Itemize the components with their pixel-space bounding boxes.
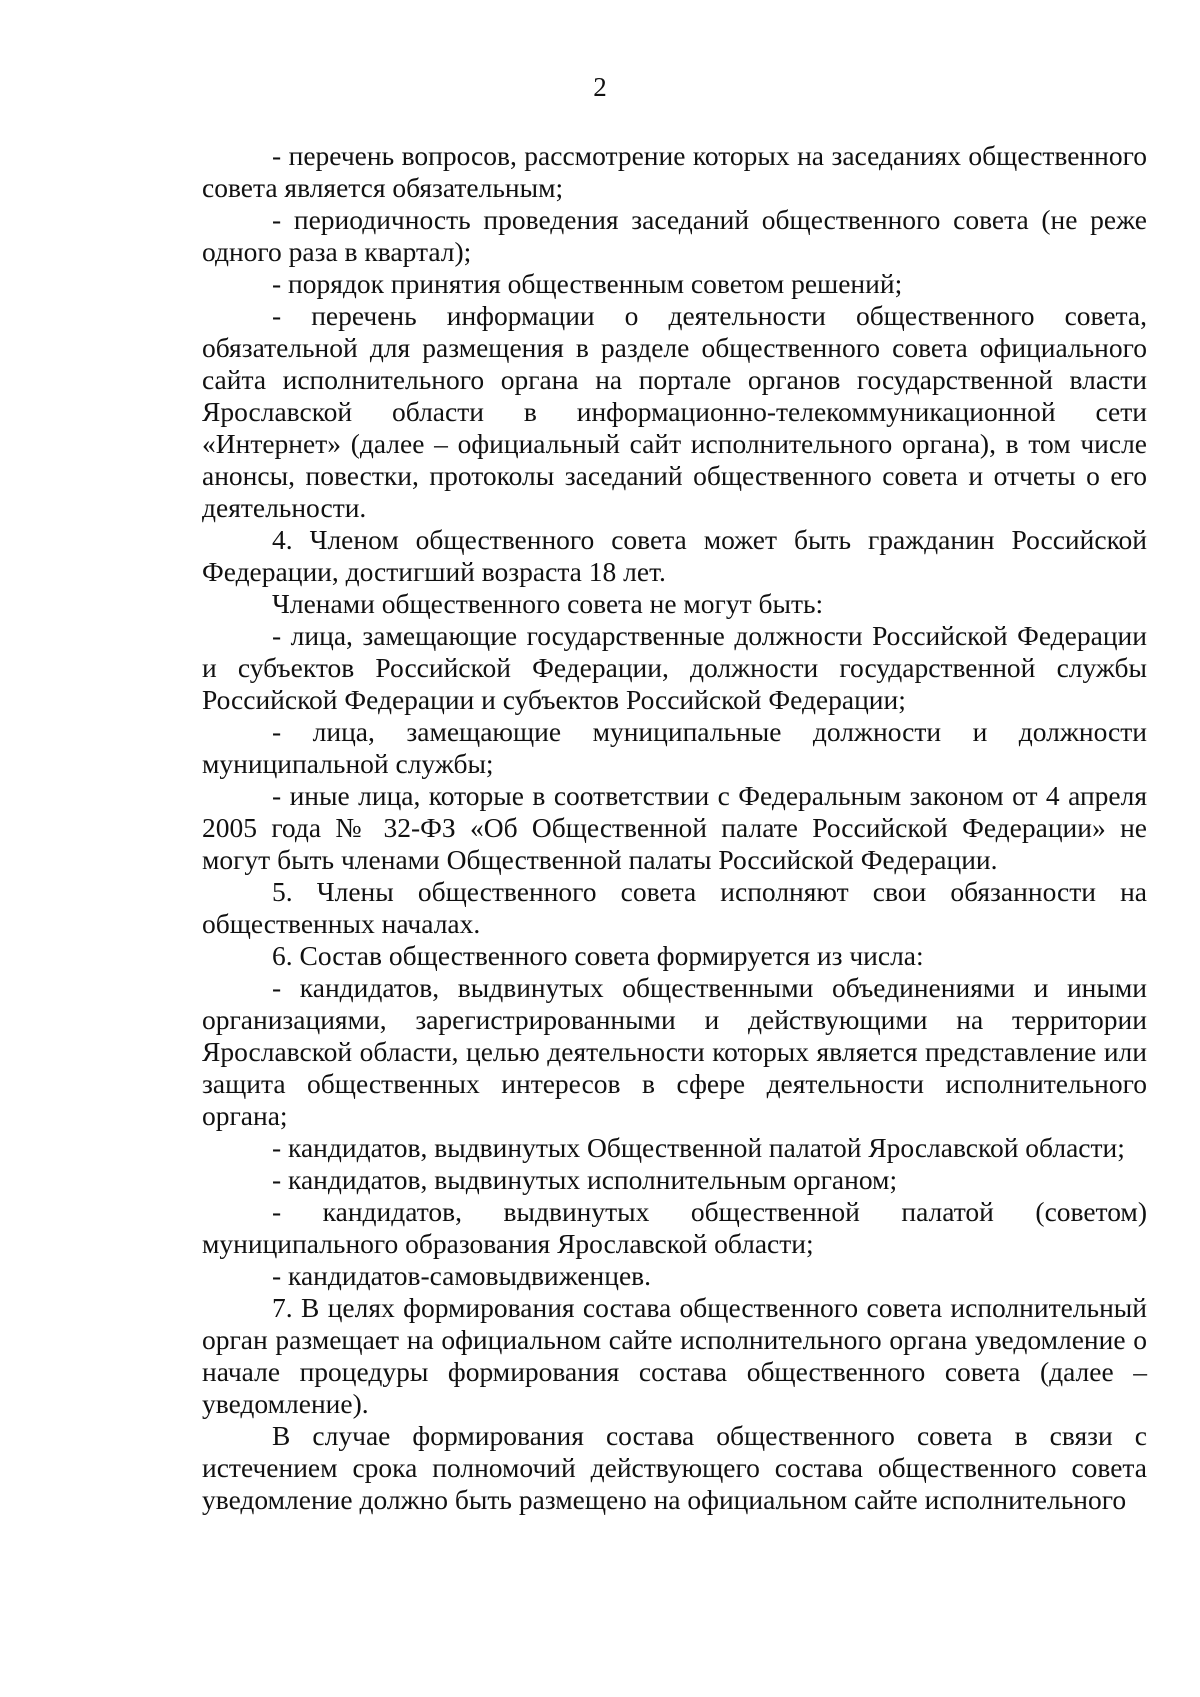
paragraph-2: - периодичность проведения заседаний общественного совета (не реже одного раза в квартал); xyxy=(202,204,1147,267)
paragraph-3: - порядок принятия общественным советом решений; xyxy=(272,268,903,299)
paragraph-4: - перечень информации о деятельности общественного совета, обязательной для размещения в разделе общественного совета официального сайта исполнительного органа на портале органов государственной власти Ярославской области в информационно-телекоммуникационной сети «Интернет» (далее – официальный сайт исполнительного органа), в том числе анонсы, повестки, протоколы заседаний общественного совета и отчеты о его деятельности. xyxy=(202,300,1147,523)
paragraph-9: - иные лица, которые в соответствии с Федеральным законом от 4 апреля 2005 года № 32-ФЗ «Об Общественной палате Российской Федерации» не могут быть членами Общественной палаты Российской Федерации. xyxy=(202,780,1147,875)
paragraph-12: - кандидатов, выдвинутых общественными объединениями и иными организациями, зарегистрированными и действующими на территории Ярославской области, целью деятельности которых является представление или защита общественных интересов в сфере деятельности исполнительного органа; xyxy=(202,972,1147,1131)
document-body xyxy=(202,140,1147,1516)
paragraph-16: - кандидатов-самовыдвиженцев. xyxy=(272,1260,652,1291)
page-number: 2 xyxy=(593,72,607,102)
paragraph-8: - лица, замещающие муниципальные должности и должности муниципальной службы; xyxy=(202,716,1147,779)
paragraph-18: В случае формирования состава общественного совета в связи с истечением срока полномочий действующего состава общественного совета уведомление должно быть размещено на официальном сайте исполнительного xyxy=(202,1420,1147,1515)
paragraph-14: - кандидатов, выдвинутых исполнительным органом; xyxy=(272,1164,898,1195)
paragraph-17: 7. В целях формирования состава общественного совета исполнительный орган размещает на официальном сайте исполнительного органа уведомление о начале процедуры формирования состава общественного совета (далее – уведомление). xyxy=(202,1292,1147,1419)
paragraph-11: 6. Состав общественного совета формируется из числа: xyxy=(272,940,924,971)
paragraph-15: - кандидатов, выдвинутых общественной палатой (советом) муниципального образования Ярославской области; xyxy=(202,1196,1147,1259)
paragraph-1: - перечень вопросов, рассмотрение которых на заседаниях общественного совета является обязательным; xyxy=(202,140,1147,203)
paragraph-13: - кандидатов, выдвинутых Общественной палатой Ярославской области; xyxy=(272,1132,1125,1163)
paragraph-5: 4. Членом общественного совета может быть гражданин Российской Федерации, достигший возраста 18 лет. xyxy=(202,524,1147,587)
paragraph-7: - лица, замещающие государственные должности Российской Федерации и субъектов Российской Федерации, должности государственной службы Российской Федерации и субъектов Российской Федерации; xyxy=(202,620,1147,715)
paragraph-10: 5. Члены общественного совета исполняют свои обязанности на общественных началах. xyxy=(202,876,1147,939)
paragraph-6: Членами общественного совета не могут быть: xyxy=(272,588,824,619)
